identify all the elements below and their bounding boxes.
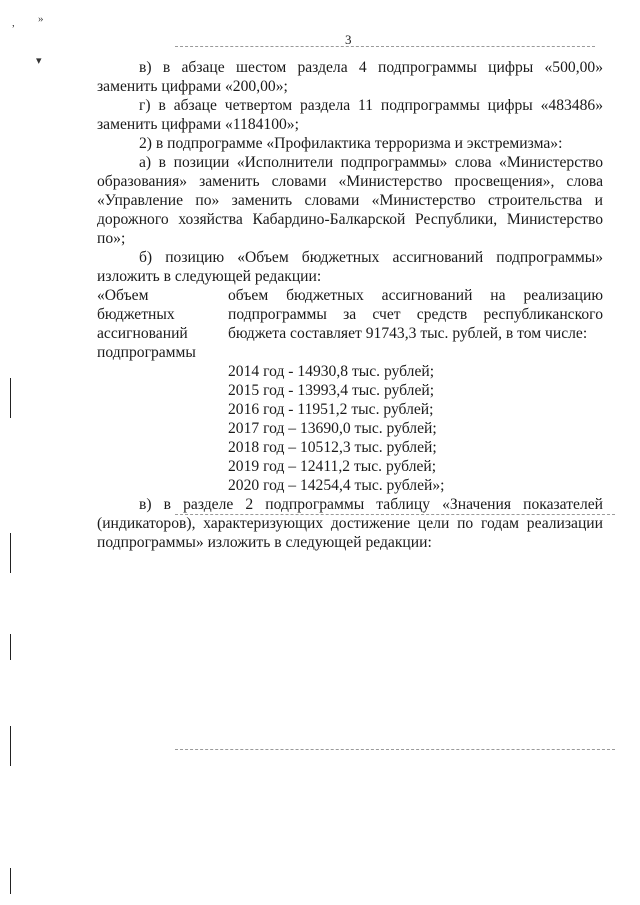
- budget-year-line: 2020 год – 14254,4 тыс. рублей»;: [228, 477, 445, 494]
- budget-year-line: 2014 год - 14930,8 тыс. рублей;: [228, 363, 435, 380]
- budget-block: [97, 286, 603, 362]
- budget-description: объем бюджетных ассигнований на реализацию подпрограммы за счет средств республиканского бюджета составляет 91743,3 тыс. рублей, в том числе:: [228, 287, 603, 342]
- margin-mark: [10, 634, 11, 660]
- scan-line: [175, 46, 595, 47]
- paragraph-2: 2) в подпрограмме «Профилактика терроризма и экстремизма»:: [139, 135, 563, 152]
- paragraph-v: в) в абзаце шестом раздела 4 подпрограммы цифры «500,00» заменить цифрами «200,00»;: [97, 59, 603, 95]
- scan-line: [175, 749, 615, 750]
- scan-mark: ▾: [36, 55, 42, 67]
- margin-mark: [10, 726, 11, 766]
- page-number: 3: [345, 32, 352, 47]
- budget-year-line: 2017 год – 13690,0 тыс. рублей;: [228, 420, 437, 437]
- closing-paragraph: в) в разделе 2 подпрограммы таблицу «Значения показателей (индикаторов), характеризующих достижение цели по годам реализации подпрограммы» изложить в следующей редакции:: [97, 496, 603, 551]
- budget-label: «Объем бюджетных ассигнований подпрограммы: [97, 287, 196, 361]
- scan-mark: ,: [12, 17, 15, 29]
- paragraph-a: а) в позиции «Исполнители подпрограммы» слова «Министерство образования» заменить словами «Министерство просвещения», слова «Управление по» заменить словами «Министерство строительства и дорожного хозяйства Кабардино-Балкарской Республики, Министерство по»;: [97, 154, 603, 247]
- budget-years: [97, 362, 603, 495]
- budget-year-line: 2015 год - 13993,4 тыс. рублей;: [228, 382, 435, 399]
- paragraph-b: б) позицию «Объем бюджетных ассигнований подпрограммы» изложить в следующей редакции:: [97, 249, 603, 285]
- margin-mark: [10, 378, 11, 418]
- paragraph-g: г) в абзаце четвертом раздела 11 подпрограммы цифры «483486» заменить цифрами «1184100»;: [97, 97, 603, 133]
- budget-year-line: 2016 год - 11951,2 тыс. рублей;: [228, 401, 434, 418]
- budget-year-line: 2019 год – 12411,2 тыс. рублей;: [228, 458, 437, 475]
- scan-mark: »: [38, 13, 44, 25]
- margin-mark: [10, 533, 11, 573]
- margin-mark: [10, 868, 11, 894]
- budget-year-line: 2018 год – 10512,3 тыс. рублей;: [228, 439, 437, 456]
- document-body: [97, 58, 603, 552]
